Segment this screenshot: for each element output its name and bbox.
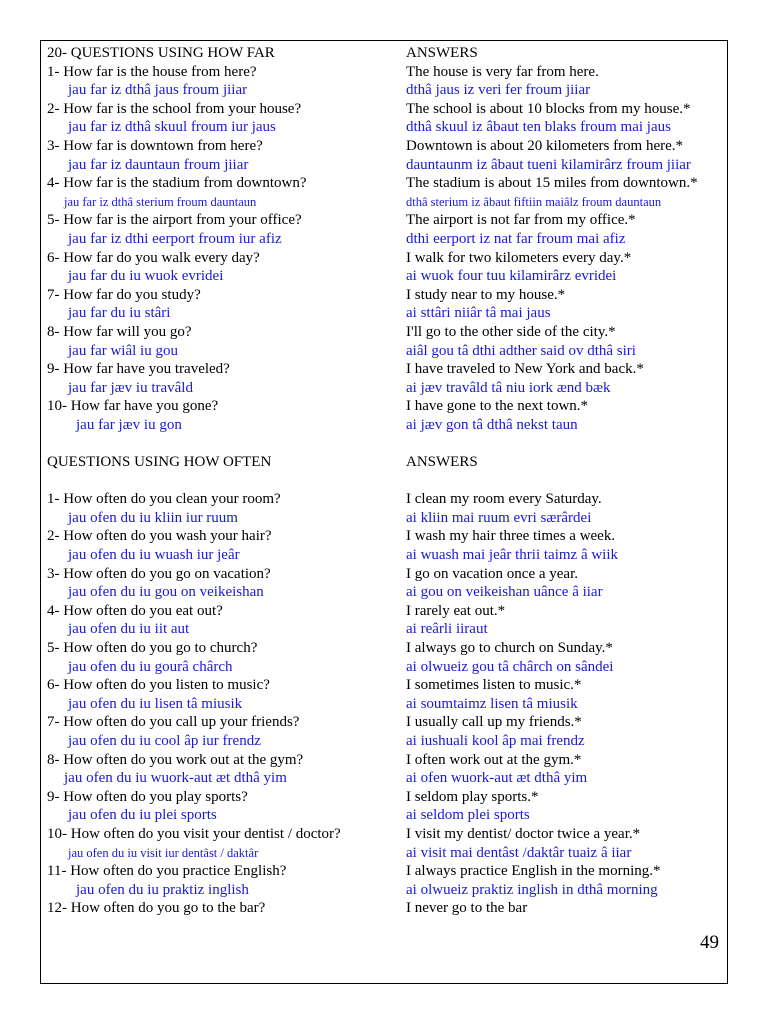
text-line: I often work out at the gym.* — [406, 751, 582, 768]
pronunciation-line: jau far iz dthâ skuul froum iur jaus — [68, 119, 276, 136]
text-line: 12- How often do you go to the bar? — [47, 900, 266, 917]
text-line: I go on vacation once a year. — [406, 565, 579, 582]
pronunciation-line: jau ofen du iu gourâ chârch — [68, 658, 233, 675]
pronunciation-line: aiâl gou tâ dthi adther said ov dthâ siri — [406, 342, 636, 359]
text-line: 6- How often do you listen to music? — [47, 677, 270, 694]
text-line: Downtown is about 20 kilometers from here.* — [406, 137, 684, 154]
pronunciation-line: jau far wiâl iu gou — [68, 342, 178, 359]
pronunciation-line: ai iushuali kool âp mai frendz — [406, 732, 585, 749]
pronunciation-line: dauntaunm iz âbaut tueni kilamirârz froum jiiar — [406, 156, 691, 173]
pronunciation-line: jau far iz dthi eerport froum iur afiz — [68, 230, 282, 247]
text-line: 6- How far do you walk every day? — [47, 249, 260, 266]
text-line: 1- How often do you clean your room? — [47, 491, 281, 508]
text-line: 7- How often do you call up your friends? — [47, 714, 300, 731]
text-line: I never go to the bar — [406, 900, 528, 917]
text-line: 3- How often do you go on vacation? — [47, 565, 271, 582]
pronunciation-line: jau far iz dauntaun froum jiiar — [68, 156, 249, 173]
pronunciation-line: jau far iz dthâ sterium froum dauntaun — [64, 194, 257, 209]
pronunciation-line: dthâ sterium iz âbaut fiftiin maiâlz froum dauntaun — [406, 194, 662, 209]
pronunciation-line: jau ofen du iu iit aut — [68, 621, 190, 638]
blank-line — [406, 434, 728, 453]
pronunciation-line: ai visit mai dentâst /daktâr tuaiz â iiar — [406, 844, 632, 861]
text-line: I seldom play sports.* — [406, 788, 539, 805]
text-line: I walk for two kilometers every day.* — [406, 249, 632, 266]
pronunciation-line: ai jæv gon tâ dthâ nekst taun — [406, 416, 578, 433]
text-line: I have gone to the next town.* — [406, 398, 589, 415]
pronunciation-line: jau ofen du iu visit iur dentâst / daktâr — [68, 845, 259, 860]
text-line: 8- How far will you go? — [47, 323, 192, 340]
text-line: 5- How often do you go to church? — [47, 640, 258, 656]
questions-column — [47, 44, 397, 918]
text-line: I rarely eat out.* — [406, 602, 506, 619]
pronunciation-line: ai kliin mai ruum evri særârdei — [406, 509, 592, 526]
text-line: 9- How far have you traveled? — [47, 361, 230, 378]
pronunciation-line: jau far jæv iu gon — [76, 416, 182, 433]
blank-line — [406, 472, 728, 491]
text-line: 9- How often do you play sports? — [47, 788, 248, 805]
text-line: 10- How often do you visit your dentist / doctor? — [47, 825, 341, 842]
pronunciation-line: ai jæv travâld tâ niu iork ænd bæk — [406, 379, 611, 396]
text-line: I always go to church on Sunday.* — [406, 640, 613, 656]
pronunciation-line: jau far du iu stâri — [68, 305, 171, 322]
text-line: The school is about 10 blocks from my house.* — [406, 100, 691, 117]
text-line: ANSWERS — [406, 45, 478, 61]
pronunciation-line: ai soumtaimz lisen tâ miusik — [406, 695, 578, 712]
pronunciation-line: ai sttâri niiâr tâ mai jaus — [406, 305, 551, 322]
text-line: 8- How often do you work out at the gym? — [47, 751, 304, 768]
text-line: I have traveled to New York and back.* — [406, 361, 644, 378]
text-line: 20- QUESTIONS USING HOW FAR — [47, 45, 275, 61]
text-line: The airport is not far from my office.* — [406, 212, 636, 229]
blank-line — [47, 472, 397, 491]
pronunciation-line: jau ofen du iu praktiz inglish — [76, 881, 249, 898]
text-line: The stadium is about 15 miles from downtown.* — [406, 175, 698, 192]
text-line: 2- How often do you wash your hair? — [47, 528, 272, 545]
blank-line — [47, 434, 397, 453]
text-line: I wash my hair three times a week. — [406, 528, 616, 545]
pronunciation-line: ai ofen wuork-aut æt dthâ yim — [406, 770, 588, 787]
text-line: 10- How far have you gone? — [47, 398, 219, 415]
pronunciation-line: ai gou on veikeishan uânce â iiar — [406, 584, 603, 601]
text-line: 11- How often do you practice English? — [47, 863, 287, 880]
text-line: 5- How far is the airport from your office? — [47, 212, 302, 229]
text-line: 1- How far is the house from here? — [47, 63, 257, 80]
pronunciation-line: jau far du iu wuok evridei — [68, 268, 224, 285]
pronunciation-line: dthâ jaus iz veri fer froum jiiar — [406, 82, 591, 99]
pronunciation-line: jau ofen du iu plei sports — [68, 807, 217, 824]
pronunciation-line: jau ofen du iu wuash iur jeâr — [68, 547, 240, 564]
text-line: 7- How far do you study? — [47, 286, 201, 303]
text-line: I visit my dentist/ doctor twice a year.* — [406, 825, 641, 842]
text-line: 4- How often do you eat out? — [47, 602, 223, 619]
pronunciation-line: jau far iz dthâ jaus froum jiiar — [68, 82, 248, 99]
pronunciation-line: jau far jæv iu travâld — [68, 379, 193, 396]
pronunciation-line: dthi eerport iz nat far froum mai afiz — [406, 230, 626, 247]
pronunciation-line: jau ofen du iu gou on veikeishan — [68, 584, 264, 601]
text-line: I sometimes listen to music.* — [406, 677, 582, 694]
page-number: 49 — [700, 932, 719, 953]
pronunciation-line: jau ofen du iu lisen tâ miusik — [68, 695, 243, 712]
pronunciation-line: ai reârli iiraut — [406, 621, 488, 638]
text-line: I always practice English in the morning.* — [406, 863, 661, 880]
pronunciation-line: dthâ skuul iz âbaut ten blaks froum mai jaus — [406, 119, 671, 136]
pronunciation-line: ai wuash mai jeâr thrii taimz â wiik — [406, 547, 619, 564]
text-line: I clean my room every Saturday. — [406, 491, 602, 508]
text-line: 3- How far is downtown from here? — [47, 137, 263, 154]
text-line: I'll go to the other side of the city.* — [406, 323, 616, 340]
text-line: QUESTIONS USING HOW OFTEN — [47, 454, 272, 471]
text-line: I usually call up my friends.* — [406, 714, 582, 731]
text-line: I study near to my house.* — [406, 286, 566, 303]
text-line: 4- How far is the stadium from downtown? — [47, 175, 307, 192]
pronunciation-line: jau ofen du iu kliin iur ruum — [68, 509, 238, 526]
pronunciation-line: ai seldom plei sports — [406, 807, 530, 824]
pronunciation-line: ai wuok four tuu kilamirârz evridei — [406, 268, 617, 285]
answers-column — [406, 44, 728, 918]
pronunciation-line: jau ofen du iu cool âp iur frendz — [68, 732, 261, 749]
text-line: 2- How far is the school from your house? — [47, 100, 302, 117]
pronunciation-line: ai olwueiz gou tâ chârch on sândei — [406, 658, 614, 675]
text-line: The house is very far from here. — [406, 63, 599, 80]
text-line: ANSWERS — [406, 454, 478, 471]
pronunciation-line: ai olwueiz praktiz inglish in dthâ morning — [406, 881, 658, 898]
pronunciation-line: jau ofen du iu wuork-aut æt dthâ yim — [64, 770, 287, 787]
